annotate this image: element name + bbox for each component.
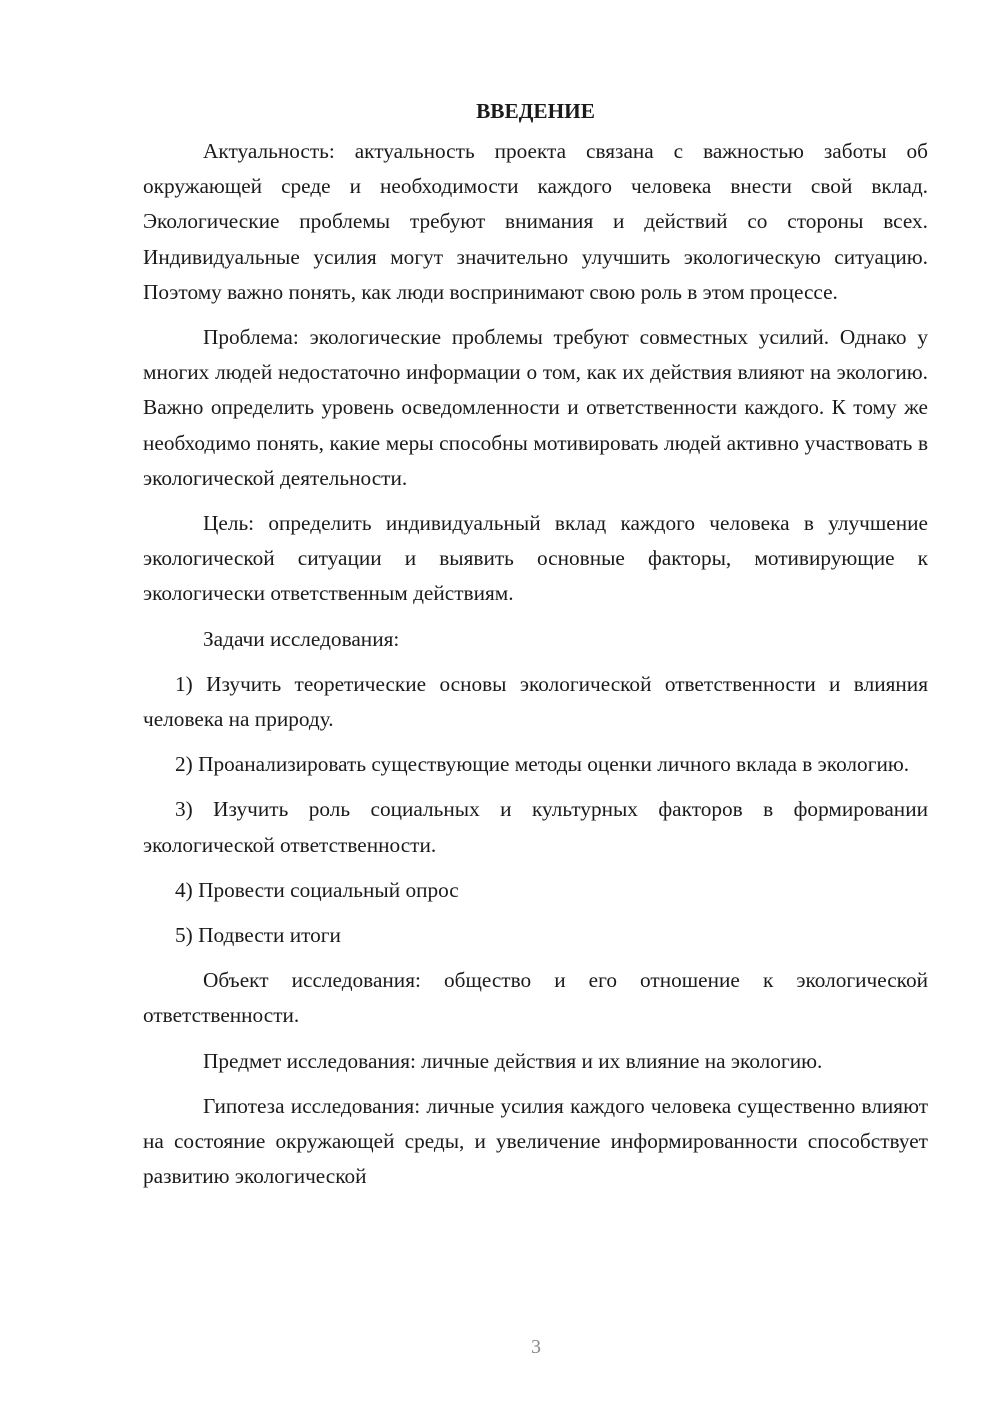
list-item: 5) Подвести итоги [175, 923, 341, 948]
tasks-list [143, 667, 928, 953]
document-page [143, 96, 928, 1204]
paragraph-goal: Цель: определить индивидуальный вклад каждого человека в улучшение экологической ситуации и выявить основные факторы, мотивирующие к экологически ответственным действиям. [143, 511, 928, 606]
list-item: 2) Проанализировать существующие методы оценки личного вклада в экологию. [175, 752, 910, 777]
paragraph-object: Объект исследования: общество и его отношение к экологической ответственности. [143, 968, 928, 1028]
page-number: 3 [531, 1336, 541, 1358]
tasks-heading: Задачи исследования: [203, 626, 400, 651]
paragraph-relevance: Актуальность: актуальность проекта связана с важностью заботы об окружающей среде и необходимости каждого человека внести свой вклад. Экологические проблемы требуют внимания и действий со стороны всех. Индивидуальные усилия могут значительно улучшить экологическую ситуацию. Поэтому важно понять, как люди воспринимают свою роль в этом процессе. [143, 139, 928, 304]
list-item: 4) Провести социальный опрос [175, 877, 459, 902]
paragraph-subject: Предмет исследования: личные действия и их влияние на экологию. [203, 1048, 823, 1073]
paragraph-hypothesis: Гипотеза исследования: личные усилия каждого человека существенно влияют на состояние окружающей среды, и увеличение информированности способствует развитию экологической [143, 1093, 928, 1189]
list-item: 1) Изучить теоретические основы экологической ответственности и влияния человека на природу. [143, 671, 928, 732]
paragraph-problem: Проблема: экологические проблемы требуют совместных усилий. Однако у многих людей недостаточно информации о том, как их действия влияют на экологию. Важно определить уровень осведомленности и ответственности каждого. К тому же необходимо понять, какие меры способны мотивировать людей активно участвовать в экологической деятельности. [143, 325, 928, 490]
list-item: 3) Изучить роль социальных и культурных факторов в формировании экологической ответственности. [143, 797, 928, 857]
page-title: ВВЕДЕНИЕ [476, 99, 595, 123]
